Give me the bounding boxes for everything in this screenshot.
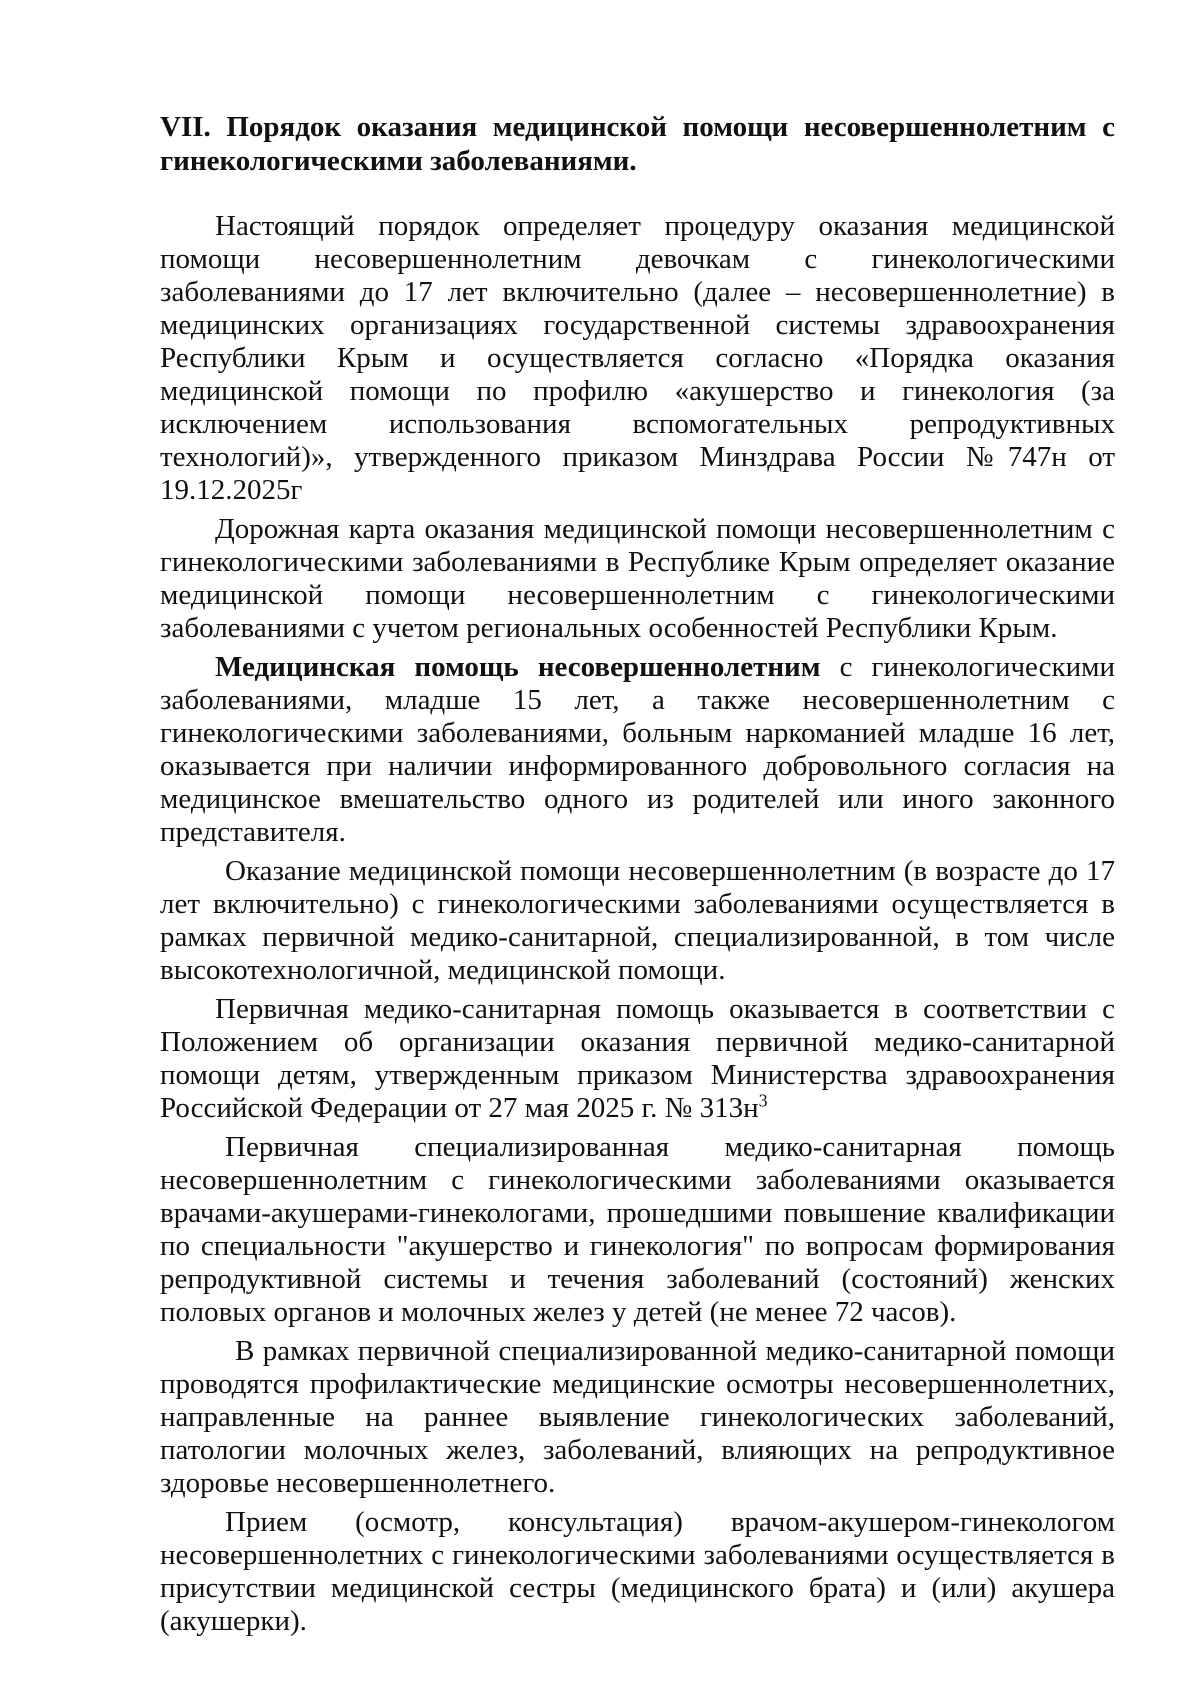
paragraph-roadmap: Дорожная карта оказания медицинской помощи несовершеннолетним с гинекологическими заболеваниями в Республике Крым определяет оказание медицинской помощи несовершеннолетним с гинекологическими заболеваниями с учетом региональных особенностей Республики Крым. (160, 513, 1115, 644)
paragraph-specialized-care: Первичная специализированная медико-санитарная помощь несовершеннолетним с гинекологическими заболеваниями оказывается врачами-акушерами-гинекологами, прошедшими повышение квалификации по специальности "акушерство и гинекология" по вопросам формирования репродуктивной системы и течения заболеваний (состояний) женских половых органов и молочных желез у детей (не менее 72 часов). (160, 1131, 1115, 1328)
paragraph-care-types: Оказание медицинской помощи несовершеннолетним (в возрасте до 17 лет включительно) с гинекологическими заболеваниями осуществляется в рамках первичной медико-санитарной, специализированной, в том числе высокотехнологичной, медицинской помощи. (160, 855, 1115, 986)
paragraph-consent-bold-lead: Медицинская помощь несовершеннолетним (215, 651, 821, 683)
paragraph-consent (160, 651, 1115, 849)
paragraph-procedure-scope: Настоящий порядок определяет процедуру оказания медицинской помощи несовершеннолетним девочкам с гинекологическими заболеваниями до 17 лет включительно (далее – несовершеннолетние) в медицинских организациях государственной системы здравоохранения Республики Крым и осуществляется согласно «Порядка оказания медицинской помощи по профилю «акушерство и гинекология (за исключением использования вспомогательных репродуктивных технологий)», утвержденного приказом Минздрава России №747н от 19.12.2025г (160, 210, 1115, 506)
paragraph-appointment: Прием (осмотр, консультация) врачом-акушером-гинекологом несовершеннолетних с гинекологическими заболеваниями осуществляется в присутствии медицинской сестры (медицинского брата) и (или) акушера (акушерки). (160, 1506, 1115, 1637)
paragraph-primary-care-text: Первичная медико-санитарная помощь оказывается в соответствии с Положением об организации оказания первичной медико-санитарной помощи детям, утвержденным приказом Министерства здравоохранения Российской Федерации от 27 мая 2025 г. № 313н (160, 993, 1115, 1124)
footnote-marker: 3 (758, 1090, 768, 1111)
document-page (160, 110, 1115, 1644)
paragraph-primary-care (160, 993, 1115, 1125)
paragraph-consent-text: с гинекологическими заболеваниями, младше 15 лет, а также несовершеннолетним с гинекологическими заболеваниями, больным наркоманией младше 16 лет, оказывается при наличии информированного добровольного согласия на медицинское вмешательство одного из родителей или иного законного представителя. (160, 651, 1115, 848)
paragraph-preventive-exams: В рамках первичной специализированной медико-санитарной помощи проводятся профилактические медицинские осмотры несовершеннолетних, направленные на раннее выявление гинекологических заболеваний, патологии молочных желез, заболеваний, влияющих на репродуктивное здоровье несовершеннолетнего. (160, 1335, 1115, 1499)
section-heading: VII. Порядок оказания медицинской помощи несовершеннолетним с гинекологическими заболеваниями. (160, 111, 1115, 177)
